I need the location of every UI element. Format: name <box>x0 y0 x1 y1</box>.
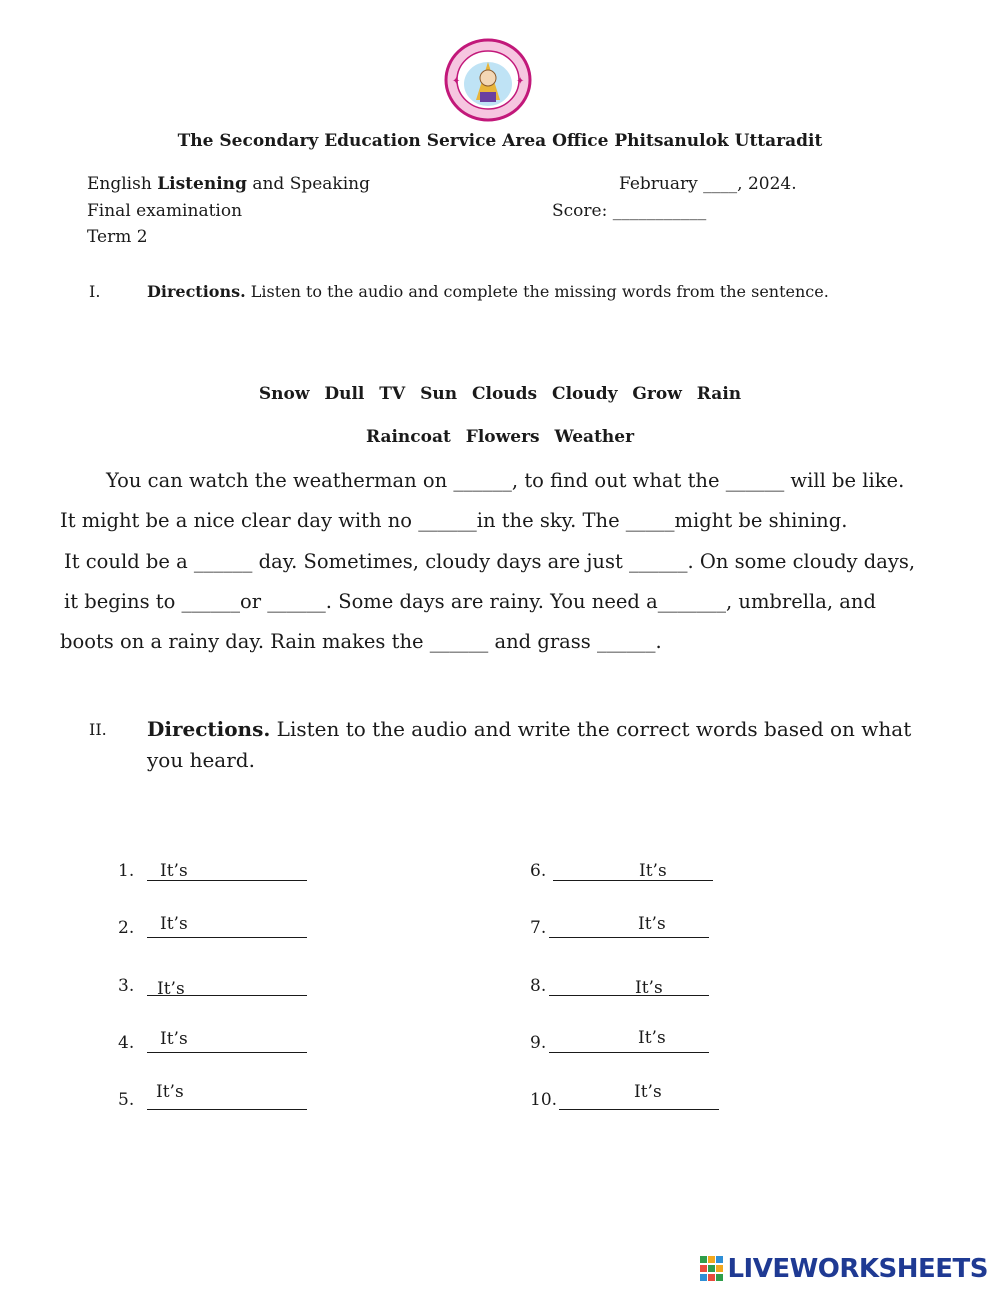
section2-numeral: II. <box>89 720 107 739</box>
answer-field-7[interactable] <box>549 915 709 938</box>
item-number: 3. <box>118 976 135 996</box>
prefill-text: It’s <box>160 1029 188 1049</box>
subject-line: English Listening and Speaking <box>87 174 370 194</box>
score-field: Score: ___________ <box>552 201 707 221</box>
item-number: 1. <box>118 861 135 881</box>
svg-text:✦: ✦ <box>516 76 525 87</box>
paragraph-line-2: It might be a nice clear day with no ______in the sky. The _____might be shining. <box>60 509 848 532</box>
item-number: 7. <box>530 918 547 938</box>
exam-type: Final examination <box>87 201 243 221</box>
answer-field-6[interactable] <box>553 858 713 881</box>
exam-date: February ____, 2024. <box>619 174 797 194</box>
item-number: 10. <box>530 1090 558 1110</box>
prefill-text: It’s <box>634 1082 662 1102</box>
prefill-text: It’s <box>160 861 188 881</box>
prefill-text: It’s <box>157 979 185 999</box>
answer-field-9[interactable] <box>549 1030 709 1053</box>
prefill-text: It’s <box>160 914 188 934</box>
word-bank-row-2: Raincoat Flowers Weather <box>365 427 635 447</box>
section1-numeral: I. <box>89 282 101 301</box>
prefill-text: It’s <box>156 1082 184 1102</box>
paragraph-line-1: You can watch the weatherman on ______, to find out what the ______ will be like. <box>106 469 905 492</box>
term-label: Term 2 <box>87 227 148 247</box>
svg-text:✦: ✦ <box>452 76 461 87</box>
item-number: 4. <box>118 1033 135 1053</box>
liveworksheets-logo-icon <box>700 1256 724 1282</box>
section2-directions: Directions. Listen to the audio and write the correct words based on what you heard. <box>147 717 912 772</box>
item-number: 9. <box>530 1033 547 1053</box>
page-title: The Secondary Education Service Area Office Phitsanulok Uttaradit <box>177 131 823 151</box>
paragraph-line-3: It could be a ______ day. Sometimes, cloudy days are just ______. On some cloudy days, <box>64 550 916 573</box>
prefill-text: It’s <box>638 1028 666 1048</box>
school-seal-logo <box>444 38 532 122</box>
prefill-text: It’s <box>635 978 663 998</box>
section1-directions: Directions. Listen to the audio and complete the missing words from the sentence. <box>147 282 829 301</box>
item-number: 5. <box>118 1090 135 1110</box>
liveworksheets-brand[interactable] <box>700 1254 988 1284</box>
brand-name: LIVEWORKSHEETS <box>727 1254 988 1284</box>
item-number: 6. <box>530 861 547 881</box>
prefill-text: It’s <box>638 914 666 934</box>
item-number: 8. <box>530 976 547 996</box>
paragraph-line-4: it begins to ______or ______. Some days are rainy. You need a_______, umbrella, and <box>64 590 876 613</box>
item-number: 2. <box>118 918 135 938</box>
word-bank-row-1: Snow Dull TV Sun Clouds Cloudy Grow Rain <box>258 384 742 404</box>
answer-field-8[interactable] <box>549 973 709 996</box>
prefill-text: It’s <box>639 861 667 881</box>
paragraph-line-5: boots on a rainy day. Rain makes the ______ and grass ______. <box>60 630 662 653</box>
